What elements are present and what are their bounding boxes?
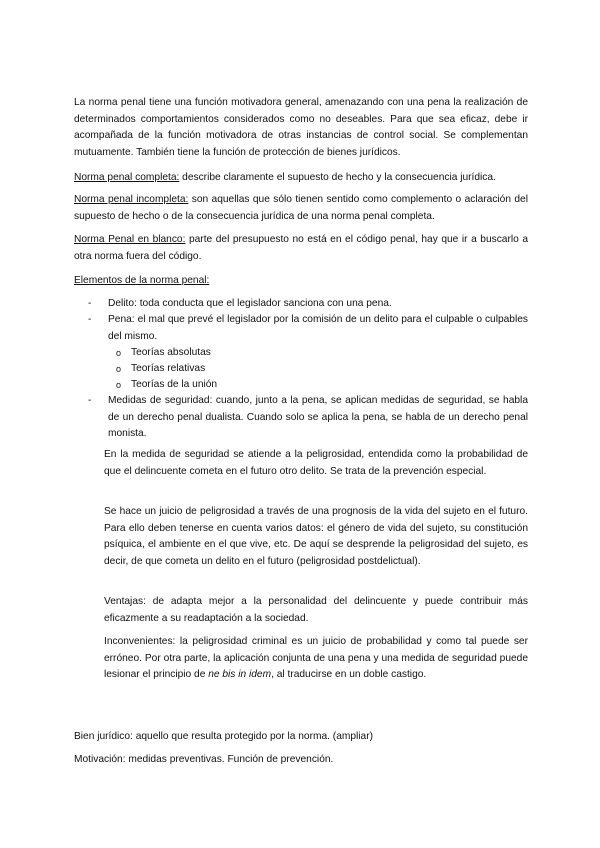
paragraph-medida-seguridad: En la medida de seguridad se atiende a la peligrosidad, entendida como la probabilidad de que el delincuente cometa en el futuro otro delito. Se trata de la prevención especial.	[104, 449, 528, 477]
paragraph-juicio-peligrosidad: Se hace un juicio de peligrosidad a través de una prognosis de la vida del sujeto en el futuro. Para ello deben tenerse en cuenta varios datos: el género de vida del sujeto, su constitución psíquica, el ambiente en el que vive, etc. De aquí se desprende la peligrosidad del sujeto, es decir, de que cometa un delito en el futuro (peligrosidad postdelictual).	[104, 506, 528, 567]
list-item-medidas: Medidas de seguridad: cuando, junto a la pena, se aplican medidas de seguridad, se habla de un derecho penal dualista. Cuando solo se aplica la pena, se habla de un derecho penal monista.	[108, 395, 528, 439]
intro-paragraph: La norma penal tiene una función motivadora general, amenazando con una pena la realización de determinados comportamientos considerados como no deseables. Para que sea eficaz, debe ir acompañada de la función motivadora de otras instancias de control social. Se complementan mutuamente. También tiene la función de protección de bienes jurídicos.	[74, 97, 528, 158]
sub-item-teorias-relativas: Teorías relativas	[131, 363, 206, 374]
list-dash: -	[88, 298, 92, 309]
list-item-pena: Pena: el mal que prevé el legislador por la comisión de un delito para el culpable o culpables del mismo.	[108, 314, 528, 342]
paragraph-ventajas: Ventajas: de adapta mejor a la personalidad del delincuente y puede contribuir más eficazmente a su readaptación a la sociedad.	[104, 596, 528, 624]
paragraph-inconvenientes	[104, 634, 528, 684]
sub-item-teorias-union: Teorías de la unión	[131, 379, 218, 390]
list-item-delito: Delito: toda conducta que el legislador sanciona con una pena.	[108, 298, 392, 309]
term-norma-blanco: Norma Penal en blanco:	[74, 234, 186, 245]
term-norma-incompleta: Norma penal incompleta:	[74, 194, 189, 205]
definition-norma-incompleta	[74, 192, 528, 225]
text-norma-incompleta: son aquellas que sólo tienen sentido como complemento o aclaración del supuesto de hecho o de la consecuencia jurídica de una norma penal completa.	[74, 194, 528, 222]
definition-norma-completa	[74, 170, 528, 187]
sub-bullet: o	[116, 348, 122, 358]
paragraph-motivacion: Motivación: medidas preventivas. Función de prevención.	[74, 754, 334, 765]
text-norma-blanco: parte del presupuesto no está en el código penal, hay que ir a buscarlo a otra norma fuera del código.	[74, 234, 528, 262]
list-dash: -	[88, 314, 92, 325]
inconvenientes-text: Inconvenientes: la peligrosidad criminal es un juicio de probabilidad y como tal puede ser erróneo. Por otra parte, la aplicación conjunta de una pena y una medida de seguridad puede lesionar el principio de	[104, 636, 528, 680]
paragraph-bien-juridico: Bien jurídico: aquello que resulta protegido por la norma. (ampliar)	[74, 731, 373, 742]
elementos-heading: Elementos de la norma penal:	[74, 275, 210, 286]
sub-bullet: o	[116, 380, 122, 390]
definition-norma-blanco	[74, 232, 528, 265]
sub-item-teorias-absolutas: Teorías absolutas	[131, 347, 211, 358]
sub-bullet: o	[116, 364, 122, 374]
list-dash: -	[88, 395, 92, 406]
term-norma-completa: Norma penal completa:	[74, 172, 180, 183]
latin-phrase: ne bis in idem	[208, 669, 272, 680]
text-norma-completa: describe claramente el supuesto de hecho y la consecuencia jurídica.	[179, 172, 496, 183]
inconvenientes-end: , al traducirse en un doble castigo.	[271, 669, 427, 680]
